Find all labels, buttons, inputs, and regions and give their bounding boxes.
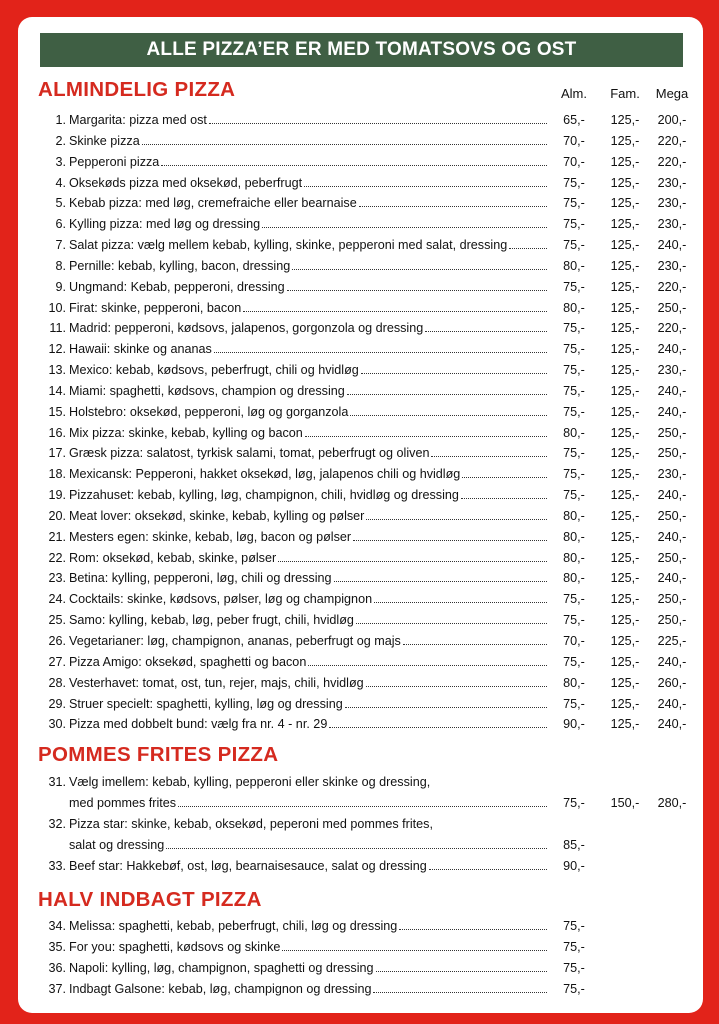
item-description: Mexico: kebab, kødsovs, peberfrugt, chili og hvidløg xyxy=(69,363,359,378)
price-alm: 75,- xyxy=(563,940,585,954)
price-mega: 230,- xyxy=(657,467,687,482)
price-alm: 75,- xyxy=(563,446,585,461)
menu-row xyxy=(18,916,703,936)
price-fam: 125,- xyxy=(610,675,640,690)
price-fam: 125,- xyxy=(610,154,640,169)
dot-leader xyxy=(243,311,547,312)
price-alm: 80,- xyxy=(563,675,585,690)
dot-leader xyxy=(209,123,547,124)
dot-leader xyxy=(359,206,547,207)
price-fam: 125,- xyxy=(610,363,640,378)
dot-leader xyxy=(347,394,547,395)
item-description-line xyxy=(69,958,549,978)
item-description: Oksekøds pizza med oksekød, peberfrugt xyxy=(69,175,303,190)
dot-leader xyxy=(425,331,547,332)
price-fam: 125,- xyxy=(610,613,640,628)
dot-leader xyxy=(292,269,547,270)
item-description-line xyxy=(69,443,549,463)
price-alm: 80,- xyxy=(563,425,585,440)
dot-leader xyxy=(374,602,547,603)
item-description-line xyxy=(69,423,549,443)
menu-row xyxy=(18,694,703,714)
price-alm: 80,- xyxy=(563,571,585,586)
dot-leader xyxy=(356,623,547,624)
dot-leader xyxy=(166,848,547,849)
item-number: 4. xyxy=(55,175,66,190)
item-number: 36. xyxy=(48,961,66,975)
menu-banner: ALLE PIZZA’ER ER MED TOMATSOVS OG OST xyxy=(40,33,683,67)
price-mega: 220,- xyxy=(657,321,687,336)
price-mega: 220,- xyxy=(657,133,687,148)
price-fam: 125,- xyxy=(610,446,640,461)
dot-leader xyxy=(403,644,547,645)
price-fam: 125,- xyxy=(610,467,640,482)
price-fam: 125,- xyxy=(610,404,640,419)
item-number: 31. xyxy=(48,775,66,789)
price-mega: 240,- xyxy=(657,529,687,544)
price-alm: 80,- xyxy=(563,529,585,544)
price-fam: 125,- xyxy=(610,113,640,127)
item-number: 19. xyxy=(48,488,66,503)
item-description-line xyxy=(69,381,549,401)
price-alm: 75,- xyxy=(563,467,585,482)
price-fam: 125,- xyxy=(610,196,640,211)
item-number: 25. xyxy=(48,613,66,628)
dot-leader xyxy=(287,290,547,291)
price-mega: 230,- xyxy=(657,175,687,190)
item-description: Pizza star: skinke, kebab, oksekød, peperoni med pommes frites, xyxy=(69,817,433,831)
item-description-line xyxy=(69,979,549,999)
price-mega: 240,- xyxy=(657,238,687,253)
item-description: Kebab pizza: med løg, cremefraiche eller bearnaise xyxy=(69,196,357,211)
column-header-alm: Alm. xyxy=(561,86,587,101)
price-alm: 75,- xyxy=(563,321,585,336)
menu-row xyxy=(18,235,703,255)
dot-leader xyxy=(282,950,547,951)
dot-leader xyxy=(329,727,547,728)
price-mega: 260,- xyxy=(657,675,687,690)
item-number: 18. xyxy=(48,467,66,482)
price-fam: 125,- xyxy=(610,342,640,357)
item-number: 17. xyxy=(48,446,66,461)
item-description: Pizza Amigo: oksekød, spaghetti og bacon xyxy=(69,654,307,669)
menu-row xyxy=(18,152,703,172)
item-number: 10. xyxy=(48,300,66,315)
item-description: Mexicansk: Pepperoni, hakket oksekød, løg, jalapenos chili og hvidløg xyxy=(69,467,461,482)
dot-leader xyxy=(462,477,547,478)
item-number: 6. xyxy=(55,217,66,232)
menu-row-first-line xyxy=(18,772,703,792)
item-description-line xyxy=(69,464,549,484)
dot-leader xyxy=(429,869,547,870)
menu-row xyxy=(18,835,703,855)
dot-leader xyxy=(353,540,547,541)
dot-leader xyxy=(305,436,547,437)
item-description: Beef star: Hakkebøf, ost, løg, bearnaisesauce, salat og dressing xyxy=(69,859,427,873)
dot-leader xyxy=(214,352,547,353)
price-alm: 75,- xyxy=(563,363,585,378)
item-description-line xyxy=(69,673,549,693)
price-mega: 240,- xyxy=(657,383,687,398)
item-number: 16. xyxy=(48,425,66,440)
dot-leader xyxy=(373,992,547,993)
item-number: 35. xyxy=(48,940,66,954)
price-alm: 75,- xyxy=(563,196,585,211)
item-description-line xyxy=(69,152,549,172)
item-description: Meat lover: oksekød, skinke, kebab, kylling og pølser xyxy=(69,508,365,523)
item-number: 7. xyxy=(55,238,66,253)
menu-row xyxy=(18,673,703,693)
item-description: Pepperoni pizza xyxy=(69,154,160,169)
item-description: Margarita: pizza med ost xyxy=(69,113,207,127)
item-number: 21. xyxy=(48,529,66,544)
menu-row xyxy=(18,652,703,672)
price-alm: 75,- xyxy=(563,961,585,975)
item-number: 29. xyxy=(48,696,66,711)
item-description-line xyxy=(69,652,549,672)
price-mega: 230,- xyxy=(657,363,687,378)
price-alm: 80,- xyxy=(563,508,585,523)
menu-row xyxy=(18,214,703,234)
price-fam: 125,- xyxy=(610,654,640,669)
item-description-line xyxy=(69,235,549,255)
price-alm: 75,- xyxy=(563,919,585,933)
item-number: 30. xyxy=(48,717,66,732)
price-mega: 240,- xyxy=(657,654,687,669)
dot-leader xyxy=(399,929,547,930)
item-description-line xyxy=(69,835,549,855)
item-description-cont: salat og dressing xyxy=(69,838,165,852)
price-alm: 65,- xyxy=(563,113,585,127)
item-description-line xyxy=(69,694,549,714)
menu-row xyxy=(18,381,703,401)
menu-row xyxy=(18,937,703,957)
item-number: 5. xyxy=(55,196,66,211)
price-fam: 125,- xyxy=(610,175,640,190)
price-alm: 75,- xyxy=(563,383,585,398)
price-alm: 75,- xyxy=(563,613,585,628)
menu-row xyxy=(18,485,703,505)
price-mega: 240,- xyxy=(657,342,687,357)
item-description: Holstebro: oksekød, pepperoni, løg og gorganzola xyxy=(69,404,349,419)
item-description-line xyxy=(69,527,549,547)
menu-row xyxy=(18,318,703,338)
price-mega: 240,- xyxy=(657,488,687,503)
item-number: 28. xyxy=(48,675,66,690)
section-title-halv: HALV INDBAGT PIZZA xyxy=(38,888,262,911)
item-description-line xyxy=(69,856,549,876)
dot-leader xyxy=(509,248,547,249)
menu-row-first-line xyxy=(18,814,703,834)
item-description-line xyxy=(69,402,549,422)
menu-row xyxy=(18,173,703,193)
price-fam: 125,- xyxy=(610,488,640,503)
dot-leader xyxy=(178,806,547,807)
item-description: Vesterhavet: tomat, ost, tun, rejer, majs, chili, hvidløg xyxy=(69,675,364,690)
price-alm: 75,- xyxy=(563,696,585,711)
price-fam: 125,- xyxy=(610,571,640,586)
price-mega: 230,- xyxy=(657,196,687,211)
item-description: Firat: skinke, pepperoni, bacon xyxy=(69,300,242,315)
item-description: Betina: kylling, pepperoni, løg, chili og dressing xyxy=(69,571,332,586)
item-description: Pizza med dobbelt bund: vælg fra nr. 4 - nr. 29 xyxy=(69,717,328,732)
item-description: Ungmand: Kebab, pepperoni, dressing xyxy=(69,279,285,294)
dot-leader xyxy=(142,144,547,145)
dot-leader xyxy=(334,581,547,582)
item-number: 15. xyxy=(48,404,66,419)
item-number: 33. xyxy=(48,859,66,873)
item-number: 24. xyxy=(48,592,66,607)
menu-row xyxy=(18,277,703,297)
price-mega: 250,- xyxy=(657,446,687,461)
dot-leader xyxy=(376,971,547,972)
section-title-almindelig: ALMINDELIG PIZZA xyxy=(38,78,236,101)
price-alm: 75,- xyxy=(563,592,585,607)
item-number: 2. xyxy=(55,133,66,148)
price-alm: 80,- xyxy=(563,258,585,273)
price-alm: 85,- xyxy=(563,838,585,852)
item-description-cont: med pommes frites xyxy=(69,796,177,810)
price-alm: 75,- xyxy=(563,238,585,253)
price-mega: 240,- xyxy=(657,696,687,711)
item-description: Napoli: kylling, løg, champignon, spaghetti og dressing xyxy=(69,961,374,975)
price-mega: 240,- xyxy=(657,717,687,732)
dot-leader xyxy=(161,165,547,166)
menu-row xyxy=(18,589,703,609)
column-header-fam: Fam. xyxy=(610,86,640,101)
price-mega: 250,- xyxy=(657,613,687,628)
item-description-line xyxy=(69,214,549,234)
price-mega: 240,- xyxy=(657,571,687,586)
menu-row xyxy=(18,856,703,876)
item-description: Skinke pizza xyxy=(69,133,140,148)
item-description-line xyxy=(69,485,549,505)
menu-row xyxy=(18,714,703,734)
item-number: 8. xyxy=(55,258,66,273)
price-fam: 125,- xyxy=(610,550,640,565)
price-fam: 125,- xyxy=(610,696,640,711)
price-alm: 75,- xyxy=(563,982,585,996)
price-fam: 150,- xyxy=(610,796,640,810)
item-description: Hawaii: skinke og ananas xyxy=(69,342,212,357)
item-number: 26. xyxy=(48,634,66,648)
item-description: Kylling pizza: med løg og dressing xyxy=(69,217,261,232)
item-description-line xyxy=(69,193,549,213)
item-number: 23. xyxy=(48,571,66,586)
price-fam: 125,- xyxy=(610,300,640,315)
menu-row xyxy=(18,793,703,813)
item-description-line xyxy=(69,298,549,318)
price-fam: 125,- xyxy=(610,279,640,294)
item-number: 20. xyxy=(48,508,66,523)
menu-row xyxy=(18,193,703,213)
section-title-pommes: POMMES FRITES PIZZA xyxy=(38,743,279,766)
item-number: 22. xyxy=(48,550,66,565)
item-description: Rom: oksekød, kebab, skinke, pølser xyxy=(69,550,277,565)
item-description-line xyxy=(69,360,549,380)
item-description: Vælg imellem: kebab, kylling, pepperoni eller skinke og dressing, xyxy=(69,775,431,789)
item-description-line xyxy=(69,568,549,588)
dot-leader xyxy=(366,686,547,687)
menu-row xyxy=(18,256,703,276)
price-alm: 70,- xyxy=(563,154,585,169)
item-description: Samo: kylling, kebab, løg, peber frugt, chili, hvidløg xyxy=(69,613,354,628)
item-description-line xyxy=(69,173,549,193)
item-description-line xyxy=(69,714,549,734)
item-number: 14. xyxy=(48,383,66,398)
price-alm: 75,- xyxy=(563,279,585,294)
price-fam: 125,- xyxy=(610,634,640,648)
menu-row xyxy=(18,506,703,526)
item-description: Melissa: spaghetti, kebab, peberfrugt, chili, løg og dressing xyxy=(69,919,398,933)
price-fam: 125,- xyxy=(610,529,640,544)
price-alm: 75,- xyxy=(563,175,585,190)
price-fam: 125,- xyxy=(610,425,640,440)
price-alm: 75,- xyxy=(563,796,585,810)
dot-leader xyxy=(366,519,547,520)
item-description-line xyxy=(69,631,549,651)
price-alm: 90,- xyxy=(563,717,585,732)
dot-leader xyxy=(278,561,547,562)
dot-leader xyxy=(308,665,547,666)
item-description: Græsk pizza: salatost, tyrkisk salami, tomat, peberfrugt og oliven xyxy=(69,446,430,461)
item-description-line xyxy=(69,916,549,936)
price-fam: 125,- xyxy=(610,217,640,232)
item-description: Pernille: kebab, kylling, bacon, dressing xyxy=(69,258,291,273)
menu-row xyxy=(18,631,703,651)
item-description-line xyxy=(69,318,549,338)
price-alm: 80,- xyxy=(563,300,585,315)
menu-row xyxy=(18,548,703,568)
item-description: Mesters egen: skinke, kebab, løg, bacon og pølser xyxy=(69,529,352,544)
item-number: 13. xyxy=(48,363,66,378)
price-mega: 250,- xyxy=(657,300,687,315)
item-number: 12. xyxy=(48,342,66,357)
menu-row xyxy=(18,110,703,130)
price-fam: 125,- xyxy=(610,321,640,336)
menu-row xyxy=(18,360,703,380)
item-description: For you: spaghetti, kødsovs og skinke xyxy=(69,940,281,954)
item-description: Cocktails: skinke, kødsovs, pølser, løg og champignon xyxy=(69,592,373,607)
menu-row xyxy=(18,958,703,978)
item-description: Madrid: pepperoni, kødsovs, jalapenos, gorgonzola og dressing xyxy=(69,321,424,336)
price-mega: 250,- xyxy=(657,425,687,440)
dot-leader xyxy=(350,415,547,416)
price-mega: 250,- xyxy=(657,592,687,607)
price-mega: 250,- xyxy=(657,550,687,565)
menu-row xyxy=(18,131,703,151)
price-alm: 90,- xyxy=(563,859,585,873)
price-mega: 220,- xyxy=(657,279,687,294)
price-mega: 225,- xyxy=(657,634,687,648)
item-number: 3. xyxy=(55,154,66,169)
price-fam: 125,- xyxy=(610,383,640,398)
menu-row xyxy=(18,610,703,630)
menu-row xyxy=(18,298,703,318)
price-fam: 125,- xyxy=(610,508,640,523)
item-description: Pizzahuset: kebab, kylling, løg, champignon, chili, hvidløg og dressing xyxy=(69,488,459,503)
price-mega: 220,- xyxy=(657,154,687,169)
price-alm: 70,- xyxy=(563,634,585,648)
item-description: Struer specielt: spaghetti, kylling, løg og dressing xyxy=(69,696,343,711)
item-description-line xyxy=(69,937,549,957)
price-fam: 125,- xyxy=(610,592,640,607)
dot-leader xyxy=(431,456,547,457)
price-alm: 75,- xyxy=(563,217,585,232)
item-number: 11. xyxy=(49,321,66,336)
menu-row xyxy=(18,568,703,588)
menu-row xyxy=(18,339,703,359)
item-number: 27. xyxy=(48,654,66,669)
item-number: 1. xyxy=(55,113,66,127)
item-number: 32. xyxy=(48,817,66,831)
menu-row xyxy=(18,527,703,547)
dot-leader xyxy=(345,707,547,708)
item-description: Salat pizza: vælg mellem kebab, kylling, skinke, pepperoni med salat, dressing xyxy=(69,238,508,253)
item-description-line xyxy=(69,548,549,568)
dot-leader xyxy=(361,373,547,374)
menu-sheet xyxy=(18,17,703,1013)
item-description-line xyxy=(69,610,549,630)
dot-leader xyxy=(262,227,547,228)
price-alm: 70,- xyxy=(563,133,585,148)
price-fam: 125,- xyxy=(610,258,640,273)
price-mega: 250,- xyxy=(657,508,687,523)
item-description: Vegetarianer: løg, champignon, ananas, peberfrugt og majs xyxy=(69,634,401,648)
item-description-line xyxy=(69,256,549,276)
item-number: 37. xyxy=(48,982,66,996)
menu-row xyxy=(18,423,703,443)
dot-leader xyxy=(304,186,547,187)
price-alm: 75,- xyxy=(563,488,585,503)
item-description-line xyxy=(69,339,549,359)
price-alm: 75,- xyxy=(563,404,585,419)
item-number: 34. xyxy=(48,919,66,933)
menu-row xyxy=(18,443,703,463)
item-description-line xyxy=(69,506,549,526)
price-mega: 280,- xyxy=(657,796,687,810)
price-mega: 200,- xyxy=(657,113,687,127)
item-description-line xyxy=(69,793,549,813)
price-alm: 75,- xyxy=(563,654,585,669)
item-description: Miami: spaghetti, kødsovs, champion og dressing xyxy=(69,383,345,398)
menu-row xyxy=(18,979,703,999)
menu-row xyxy=(18,402,703,422)
item-description-line xyxy=(69,110,549,130)
dot-leader xyxy=(461,498,547,499)
price-mega: 240,- xyxy=(657,404,687,419)
item-description-line xyxy=(69,589,549,609)
item-description: Mix pizza: skinke, kebab, kylling og bacon xyxy=(69,425,303,440)
item-description-line xyxy=(69,277,549,297)
item-number: 9. xyxy=(55,279,66,294)
price-mega: 230,- xyxy=(657,258,687,273)
item-description: Indbagt Galsone: kebab, løg, champignon og dressing xyxy=(69,982,372,996)
column-header-mega: Mega xyxy=(655,86,689,101)
menu-row xyxy=(18,464,703,484)
price-alm: 80,- xyxy=(563,550,585,565)
price-alm: 75,- xyxy=(563,342,585,357)
price-mega: 230,- xyxy=(657,217,687,232)
price-fam: 125,- xyxy=(610,238,640,253)
price-fam: 125,- xyxy=(610,717,640,732)
price-fam: 125,- xyxy=(610,133,640,148)
item-description-line xyxy=(69,131,549,151)
